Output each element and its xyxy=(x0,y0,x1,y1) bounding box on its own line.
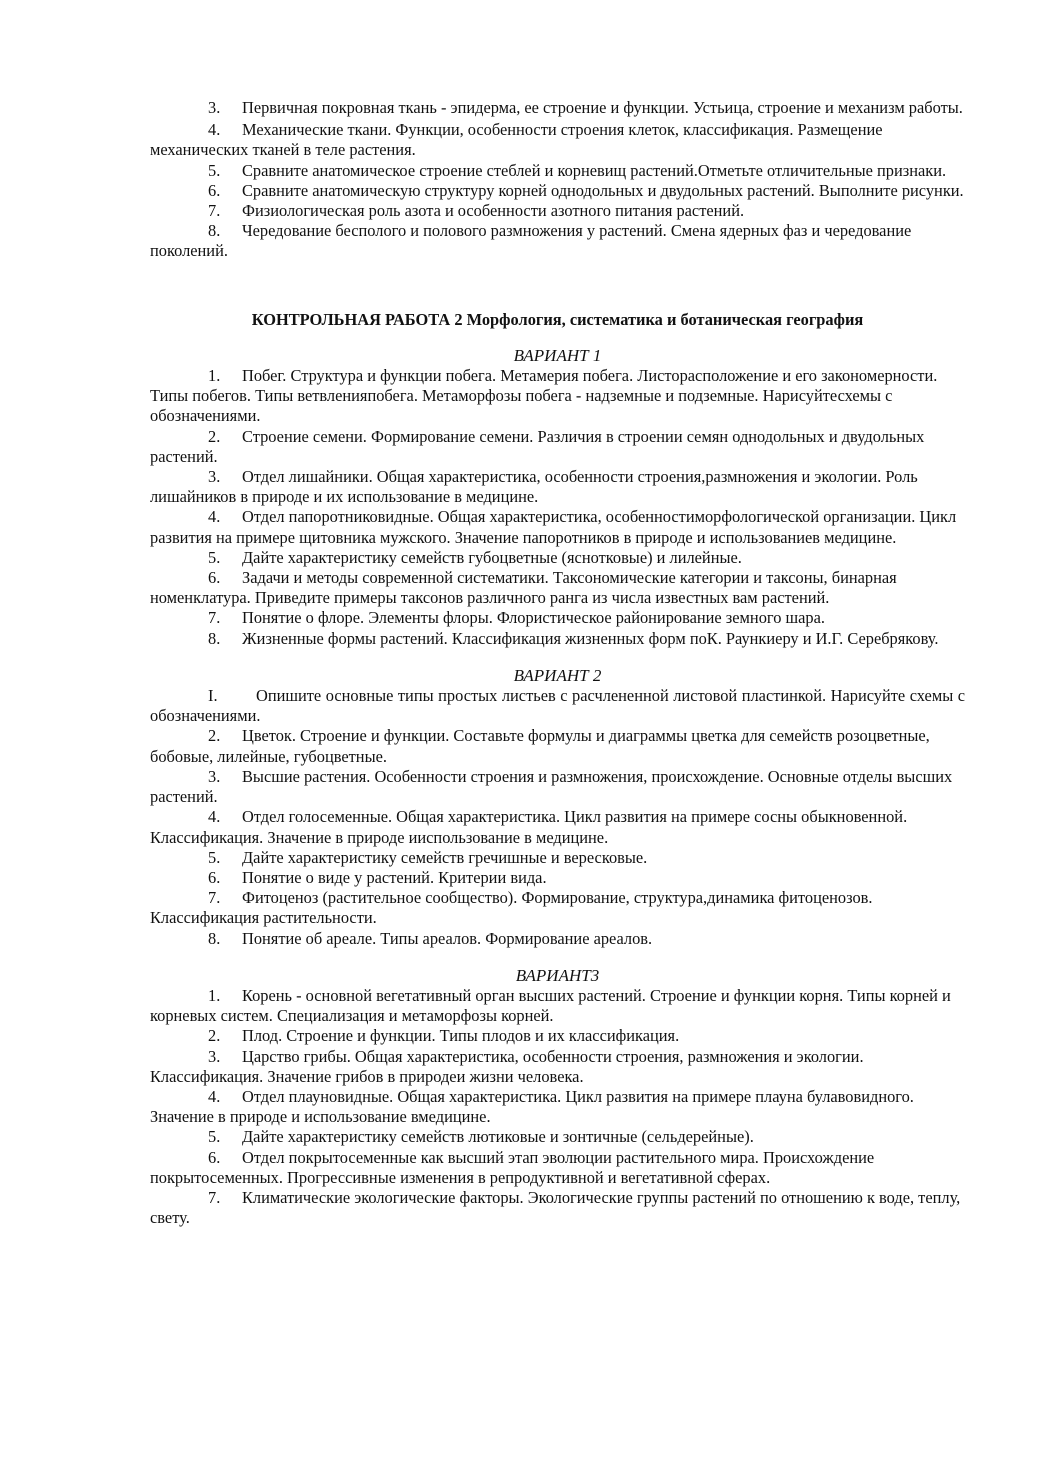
list-item xyxy=(150,221,965,261)
list-item xyxy=(150,888,965,928)
list-item xyxy=(150,1087,965,1127)
list-item xyxy=(150,986,965,1026)
item-number: 4. xyxy=(208,507,221,527)
list-item xyxy=(150,427,965,467)
list-item xyxy=(150,929,965,949)
list-item xyxy=(150,201,965,221)
item-number: 6. xyxy=(208,867,221,887)
item-text: Отдел лишайники. Общая характеристика, особенности строения,размножения и экологии. Роль лишайников в природе и их использование в медицине. xyxy=(150,467,918,507)
item-text: Царство грибы. Общая характеристика, особенности строения, размножения и экологии. Классификация. Значение грибов в природеи жизни человека. xyxy=(150,1046,864,1086)
variant-1-list xyxy=(150,366,965,649)
list-item xyxy=(150,467,965,507)
item-number: 5. xyxy=(208,1127,221,1147)
item-text: Физиологическая роль азота и особенности азотного питания растений. xyxy=(242,201,745,221)
list-item xyxy=(150,767,965,807)
item-number: 7. xyxy=(208,1187,221,1207)
item-text: Понятие о виде у растений. Критерии вида. xyxy=(242,867,547,887)
variant-2-list xyxy=(150,686,965,949)
list-item xyxy=(150,1127,965,1147)
item-number: 6. xyxy=(208,568,221,588)
list-item xyxy=(150,507,965,547)
item-number: 4. xyxy=(208,120,221,140)
item-number: 1. xyxy=(208,985,221,1005)
list-item xyxy=(150,686,965,726)
list-item xyxy=(150,98,965,118)
item-number: 4. xyxy=(208,807,221,827)
item-text: Сравните анатомическое строение стеблей и корневищ растений.Отметьте отличительные признаки. xyxy=(242,160,947,180)
intro-list xyxy=(150,98,965,262)
item-text: Строение семени. Формирование семени. Различия в строении семян однодольных и двудольных растений. xyxy=(150,426,925,466)
list-item xyxy=(150,161,965,181)
list-item xyxy=(150,726,965,766)
item-text: Отдел папоротниковидные. Общая характеристика, особенностиморфологической организации. Цикл развития на примере щитовника мужского. Значение папоротников в природе и использованиев медицине. xyxy=(150,507,957,547)
list-item xyxy=(150,568,965,608)
item-number: I. xyxy=(208,686,218,706)
item-number: 3. xyxy=(208,766,221,786)
item-number: 6. xyxy=(208,1147,221,1167)
item-number: 8. xyxy=(208,928,221,948)
item-text: Жизненные формы растений. Классификация жизненных форм поК. Раункиеру и И.Г. Серебрякову. xyxy=(242,628,939,648)
item-number: 5. xyxy=(208,160,221,180)
item-text: Цветок. Строение и функции. Составьте формулы и диаграммы цветка для семейств розоцветные, бобовые, лилейные, губоцветные. xyxy=(150,726,930,766)
item-text: Отдел плауновидные. Общая характеристика. Цикл развития на примере плауна булавовидного. Значение в природе и использование вмедицине. xyxy=(150,1086,914,1127)
variant-2-title: ВАРИАНТ 2 xyxy=(513,665,602,685)
variant-1-title: ВАРИАНТ 1 xyxy=(513,345,602,365)
item-text: Задачи и методы современной систематики. Таксономические категории и таксоны, бинарная номенклатура. Приведите примеры таксонов различного ранга из числа известных вам растений. xyxy=(150,568,897,608)
item-text: Чередование бесполого и полового размножения у растений. Смена ядерных фаз и чередование поколений. xyxy=(150,221,912,261)
item-text: Опишите основные типы простых листьев с расчлененной листовой пластинкой. Нарисуйте схемы с обозначениями. xyxy=(150,686,965,726)
list-item xyxy=(150,1026,965,1046)
list-item xyxy=(150,807,965,847)
item-number: 2. xyxy=(208,1026,221,1046)
item-text: Высшие растения. Особенности строения и размножения, происхождение. Основные отделы высших растений. xyxy=(150,766,953,807)
list-item xyxy=(150,1047,965,1087)
section-heading: КОНТРОЛЬНАЯ РАБОТА 2 Морфология, систематика и ботаническая география xyxy=(251,309,864,329)
list-item xyxy=(150,868,965,888)
item-text: Плод. Строение и функции. Типы плодов и их классификация. xyxy=(242,1026,680,1046)
item-number: 1. xyxy=(208,366,221,386)
item-number: 2. xyxy=(208,426,221,446)
item-text: Отдел голосеменные. Общая характеристика. Цикл развития на примере сосны обыкновенной. Классификация. Значение в природе ииспользование в медицине. xyxy=(150,807,908,847)
item-text: Дайте характеристику семейств лютиковые и зонтичные (сельдерейные). xyxy=(242,1127,754,1147)
item-number: 5. xyxy=(208,547,221,567)
item-text: Понятие о флоре. Элементы флоры. Флористическое районирование земного шара. xyxy=(242,608,825,628)
item-number: 7. xyxy=(208,201,221,221)
item-number: 7. xyxy=(208,608,221,628)
list-item xyxy=(150,848,965,868)
item-number: 6. xyxy=(208,180,221,200)
item-text: Механические ткани. Функции, особенности строения клеток, классификация. Размещение механических тканей в теле растения. xyxy=(150,120,883,160)
item-number: 5. xyxy=(208,847,221,867)
item-text: Побег. Структура и функции побега. Метамерия побега. Листорасположение и его закономерности. Типы побегов. Типы ветвленияпобега. Метаморфозы побега - надземные и подземные. Нарисуйтесхемы с обозначениями. xyxy=(150,366,938,426)
item-number: 8. xyxy=(208,221,221,241)
item-text: Дайте характеристику семейств губоцветные (яснотковые) и лилейные. xyxy=(242,547,742,567)
list-item xyxy=(150,366,965,427)
item-text: Дайте характеристику семейств гречишные и вересковые. xyxy=(242,847,648,867)
item-text: Климатические экологические факторы. Экологические группы растений по отношению к воде, теплу, свету. xyxy=(150,1187,961,1228)
list-item xyxy=(150,629,965,649)
list-item xyxy=(150,548,965,568)
document-page xyxy=(150,98,965,1228)
variant-3-title: ВАРИАНТ3 xyxy=(515,965,600,985)
list-item xyxy=(150,181,965,201)
item-number: 2. xyxy=(208,726,221,746)
item-text: Сравните анатомическую структуру корней однодольных и двудольных растений. Выполните рисунки. xyxy=(242,180,964,200)
item-number: 8. xyxy=(208,628,221,648)
item-text: Первичная покровная ткань - эпидерма, ее строение и функции. Устьица, строение и механизм работы. xyxy=(242,98,963,117)
list-item xyxy=(150,608,965,628)
item-text: Понятие об ареале. Типы ареалов. Формирование ареалов. xyxy=(242,928,653,948)
item-text: Фитоценоз (растительное сообщество). Формирование, структура,динамика фитоценозов. Классификация растительности. xyxy=(150,888,873,928)
item-number: 3. xyxy=(208,98,221,117)
item-number: 7. xyxy=(208,888,221,908)
list-item xyxy=(150,1188,965,1228)
item-number: 4. xyxy=(208,1086,221,1106)
variant-3-list xyxy=(150,986,965,1228)
item-number: 3. xyxy=(208,467,221,487)
item-text: Отдел покрытосеменные как высший этап эволюции растительного мира. Происхождение покрытосеменных. Прогрессивные изменения в репродуктивной и вегетативной сферах. xyxy=(150,1147,875,1187)
item-text: Корень - основной вегетативный орган высших растений. Строение и функции корня. Типы корней и корневых систем. Специализация и метаморфозы корней. xyxy=(150,985,951,1026)
list-item xyxy=(150,120,965,160)
item-number: 3. xyxy=(208,1046,221,1066)
list-item xyxy=(150,1148,965,1188)
